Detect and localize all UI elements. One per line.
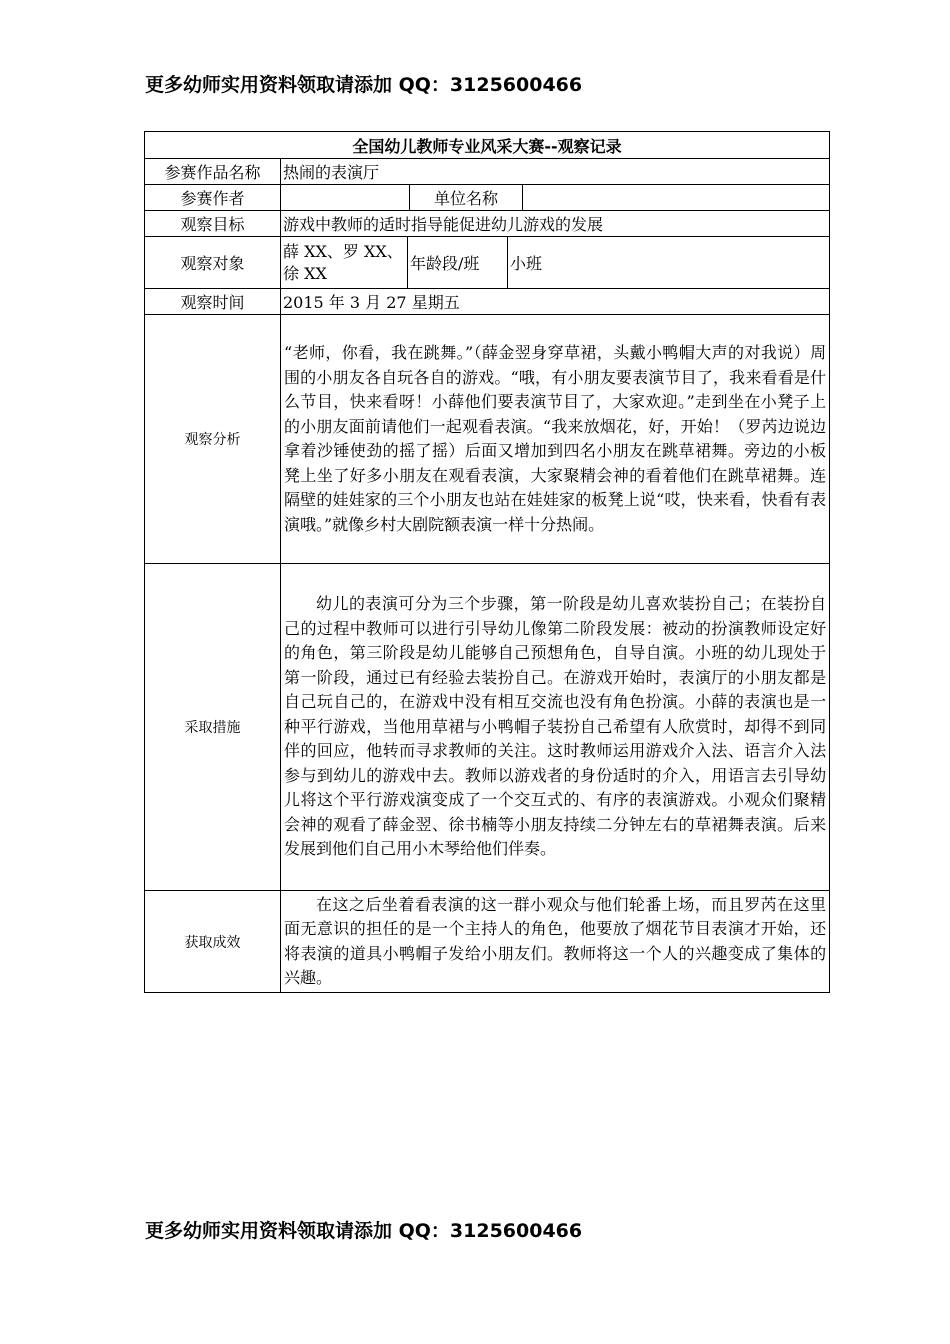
subject-label: 观察对象 <box>145 237 281 289</box>
banner-bottom: 更多幼师实用资料领取请添加 QQ：3125600466 <box>145 1220 583 1242</box>
author-label: 参赛作者 <box>145 185 281 211</box>
results-label: 获取成效 <box>145 891 281 993</box>
analysis-label: 观察分析 <box>145 315 281 564</box>
author-value <box>281 185 410 211</box>
measures-text: 幼儿的表演可分为三个步骤，第一阶段是幼儿喜欢装扮自己；在装扮自己的过程中教师可以进行引导幼儿像第二阶段发展：被动的扮演教师设定好的角色，第三阶段是幼儿能够自己预想角色，自导自演。小班的幼儿现处于第一阶段，通过已有经验去装扮自己。在游戏开始时，表演厅的小朋友都是自己玩自己的，在游戏中没有相互交流也没有角色扮演。小薛的表演也是一种平行游戏，当他用草裙与小鸭帽子装扮自己希望有人欣赏时，却得不到同伴的回应，他转而寻求教师的关注。这时教师运用游戏介入法、语言介入法参与到幼儿的游戏中去。教师以游戏者的身份适时的介入，用语言去引导幼儿将这个平行游戏演变成了一个交互式的、有序的表演游戏。小观众们聚精会神的观看了薛金翌、徐书楠等小朋友持续二分钟左右的草裙舞表演。后来发展到他们自己用小木琴给他们伴奏。 <box>281 564 830 891</box>
table-title: 全国幼儿教师专业风采大赛--观察记录 <box>145 132 830 159</box>
age-label: 年龄段/班 <box>408 237 508 289</box>
goal-value: 游戏中教师的适时指导能促进幼儿游戏的发展 <box>281 211 830 237</box>
age-value: 小班 <box>508 237 830 289</box>
time-label: 观察时间 <box>145 289 281 315</box>
banner-top: 更多幼师实用资料领取请添加 QQ：3125600466 <box>145 74 583 96</box>
results-text: 在这之后坐着看表演的这一群小观众与他们轮番上场，而且罗芮在这里面无意识的担任的是一个主持人的角色，他要放了烟花节目表演才开始，还将表演的道具小鸭帽子发给小朋友们。教师将这一个人的兴趣变成了集体的兴趣。 <box>281 891 830 993</box>
work-name-value: 热闹的表演厅 <box>281 159 830 185</box>
time-value: 2015 年 3 月 27 星期五 <box>281 289 830 315</box>
unit-label: 单位名称 <box>410 185 523 211</box>
goal-label: 观察目标 <box>145 211 281 237</box>
work-name-label: 参赛作品名称 <box>145 159 281 185</box>
subject-value: 薛 XX、罗 XX、徐 XX <box>281 237 408 289</box>
unit-value <box>523 185 830 211</box>
measures-label: 采取措施 <box>145 564 281 891</box>
analysis-text: “老师，你看，我在跳舞。”（薛金翌身穿草裙，头戴小鸭帽大声的对我说）周围的小朋友各自玩各自的游戏。“哦，有小朋友要表演节目了，我来看看是什么节目，快来看呀！小薛他们要表演节目了，大家欢迎。”走到坐在小凳子上的小朋友面前请他们一起观看表演。“我来放烟花，好，开始！（罗芮边说边拿着沙锤使劲的摇了摇）后面又增加到四名小朋友在跳草裙舞。旁边的小板凳上坐了好多小朋友在观看表演，大家聚精会神的看着他们在跳草裙舞。连隔壁的娃娃家的三个小朋友也站在娃娃家的板凳上说“哎，快来看，快看有表演哦。”就像乡村大剧院额表演一样十分热闹。 <box>281 315 830 564</box>
observation-record-table <box>144 131 830 993</box>
